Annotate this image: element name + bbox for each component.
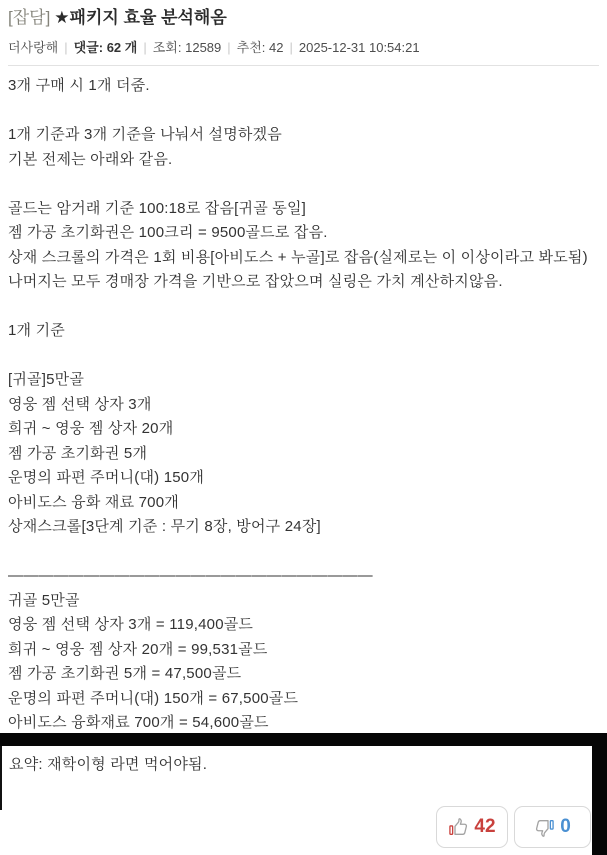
meta-separator: |: [143, 40, 147, 55]
comments-label: 댓글:: [73, 40, 104, 55]
body-line: 1개 기준과 3개 기준을 나눠서 설명하겠음: [8, 126, 282, 143]
body-line: 3개 구매 시 1개 더줌.: [8, 77, 150, 94]
post-category: [잡담]: [8, 8, 51, 27]
body-line: 기본 전제는 아래와 같음.: [8, 150, 173, 168]
body-line: 상재 스크롤의 가격은 1회 비용[아비도스 + 누골]로 잡음(실제로는 이 이상이라고 봐도됨): [8, 248, 588, 266]
body-line: 영웅 젬 선택 상자 3개 = 119,400골드: [8, 616, 254, 633]
black-left-border: [0, 746, 2, 810]
body-line: 아비도스 융화재료 700개 = 54,600골드: [8, 714, 269, 731]
like-count: 42: [474, 816, 496, 837]
post-header: [0, 0, 607, 66]
likes-count: 42: [269, 40, 284, 55]
body-line: [8, 99, 607, 124]
thumbs-up-icon: [448, 817, 469, 838]
summary-text: 요약: 재학이형 라면 먹어야됨.: [9, 756, 208, 773]
meta-separator: |: [64, 40, 68, 55]
body-line: 상재스크롤[3단계 기준 : 무기 8장, 방어구 24장]: [8, 518, 321, 535]
body-line: [8, 344, 607, 369]
body-line: 아비도스 융화 재료 700개: [8, 493, 179, 511]
comments-count: 62: [106, 40, 122, 55]
body-line: [귀골]5만골: [8, 371, 85, 388]
author-name[interactable]: 더사랑해: [8, 40, 59, 55]
dislike-count: 0: [560, 816, 571, 837]
post-timestamp: 2025-12-31 10:54:21: [298, 40, 420, 55]
post-body: [8, 74, 607, 736]
body-line: 귀골 5만골: [8, 591, 80, 609]
body-line: 1개 기준: [8, 322, 65, 339]
thumbs-down-icon: [534, 817, 555, 838]
body-line: [8, 295, 607, 320]
body-line: 희귀 ~ 영웅 젬 상자 20개: [8, 420, 174, 437]
body-line: ————————————————————————: [8, 567, 373, 584]
body-line: 골드는 암거래 기준 100:18로 잡음[귀골 동일]: [8, 199, 307, 217]
meta-separator: |: [289, 40, 293, 55]
body-line: 젬 가공 초기화권 5개 = 47,500골드: [8, 665, 242, 682]
views-count: 12589: [185, 40, 222, 55]
meta-separator: |: [227, 40, 231, 55]
body-line: 나머지는 모두 경매장 가격을 기반으로 잡았으며 실링은 가치 계산하지않음.: [8, 273, 503, 290]
dislike-button[interactable]: [514, 806, 591, 848]
body-line: 젬 가공 초기화권 5개: [8, 444, 148, 462]
body-line: [8, 172, 607, 197]
post-title: ★패키지 효율 분석해옴: [54, 8, 227, 27]
body-line: 영웅 젬 선택 상자 3개: [8, 395, 152, 413]
like-button[interactable]: [436, 806, 508, 848]
views-label: 조회:: [152, 40, 182, 55]
comments-unit: 개: [124, 40, 138, 55]
summary-section: [0, 733, 607, 855]
header-divider: [8, 65, 599, 66]
body-line: 운명의 파편 주머니(대) 150개: [8, 469, 205, 486]
body-line: 희귀 ~ 영웅 젬 상자 20개 = 99,531골드: [8, 640, 268, 658]
black-right-bar: [592, 733, 607, 855]
post-meta: [8, 37, 599, 56]
body-line: 젬 가공 초기화권은 100크리 = 9500골드로 잡음.: [8, 224, 328, 241]
likes-label: 추천:: [236, 40, 266, 55]
vote-buttons: [436, 806, 591, 848]
body-line: 운명의 파편 주머니(대) 150개 = 67,500골드: [8, 689, 299, 707]
black-top-bar: [0, 733, 607, 746]
body-line: [8, 540, 607, 565]
post-title-line: [8, 5, 599, 30]
